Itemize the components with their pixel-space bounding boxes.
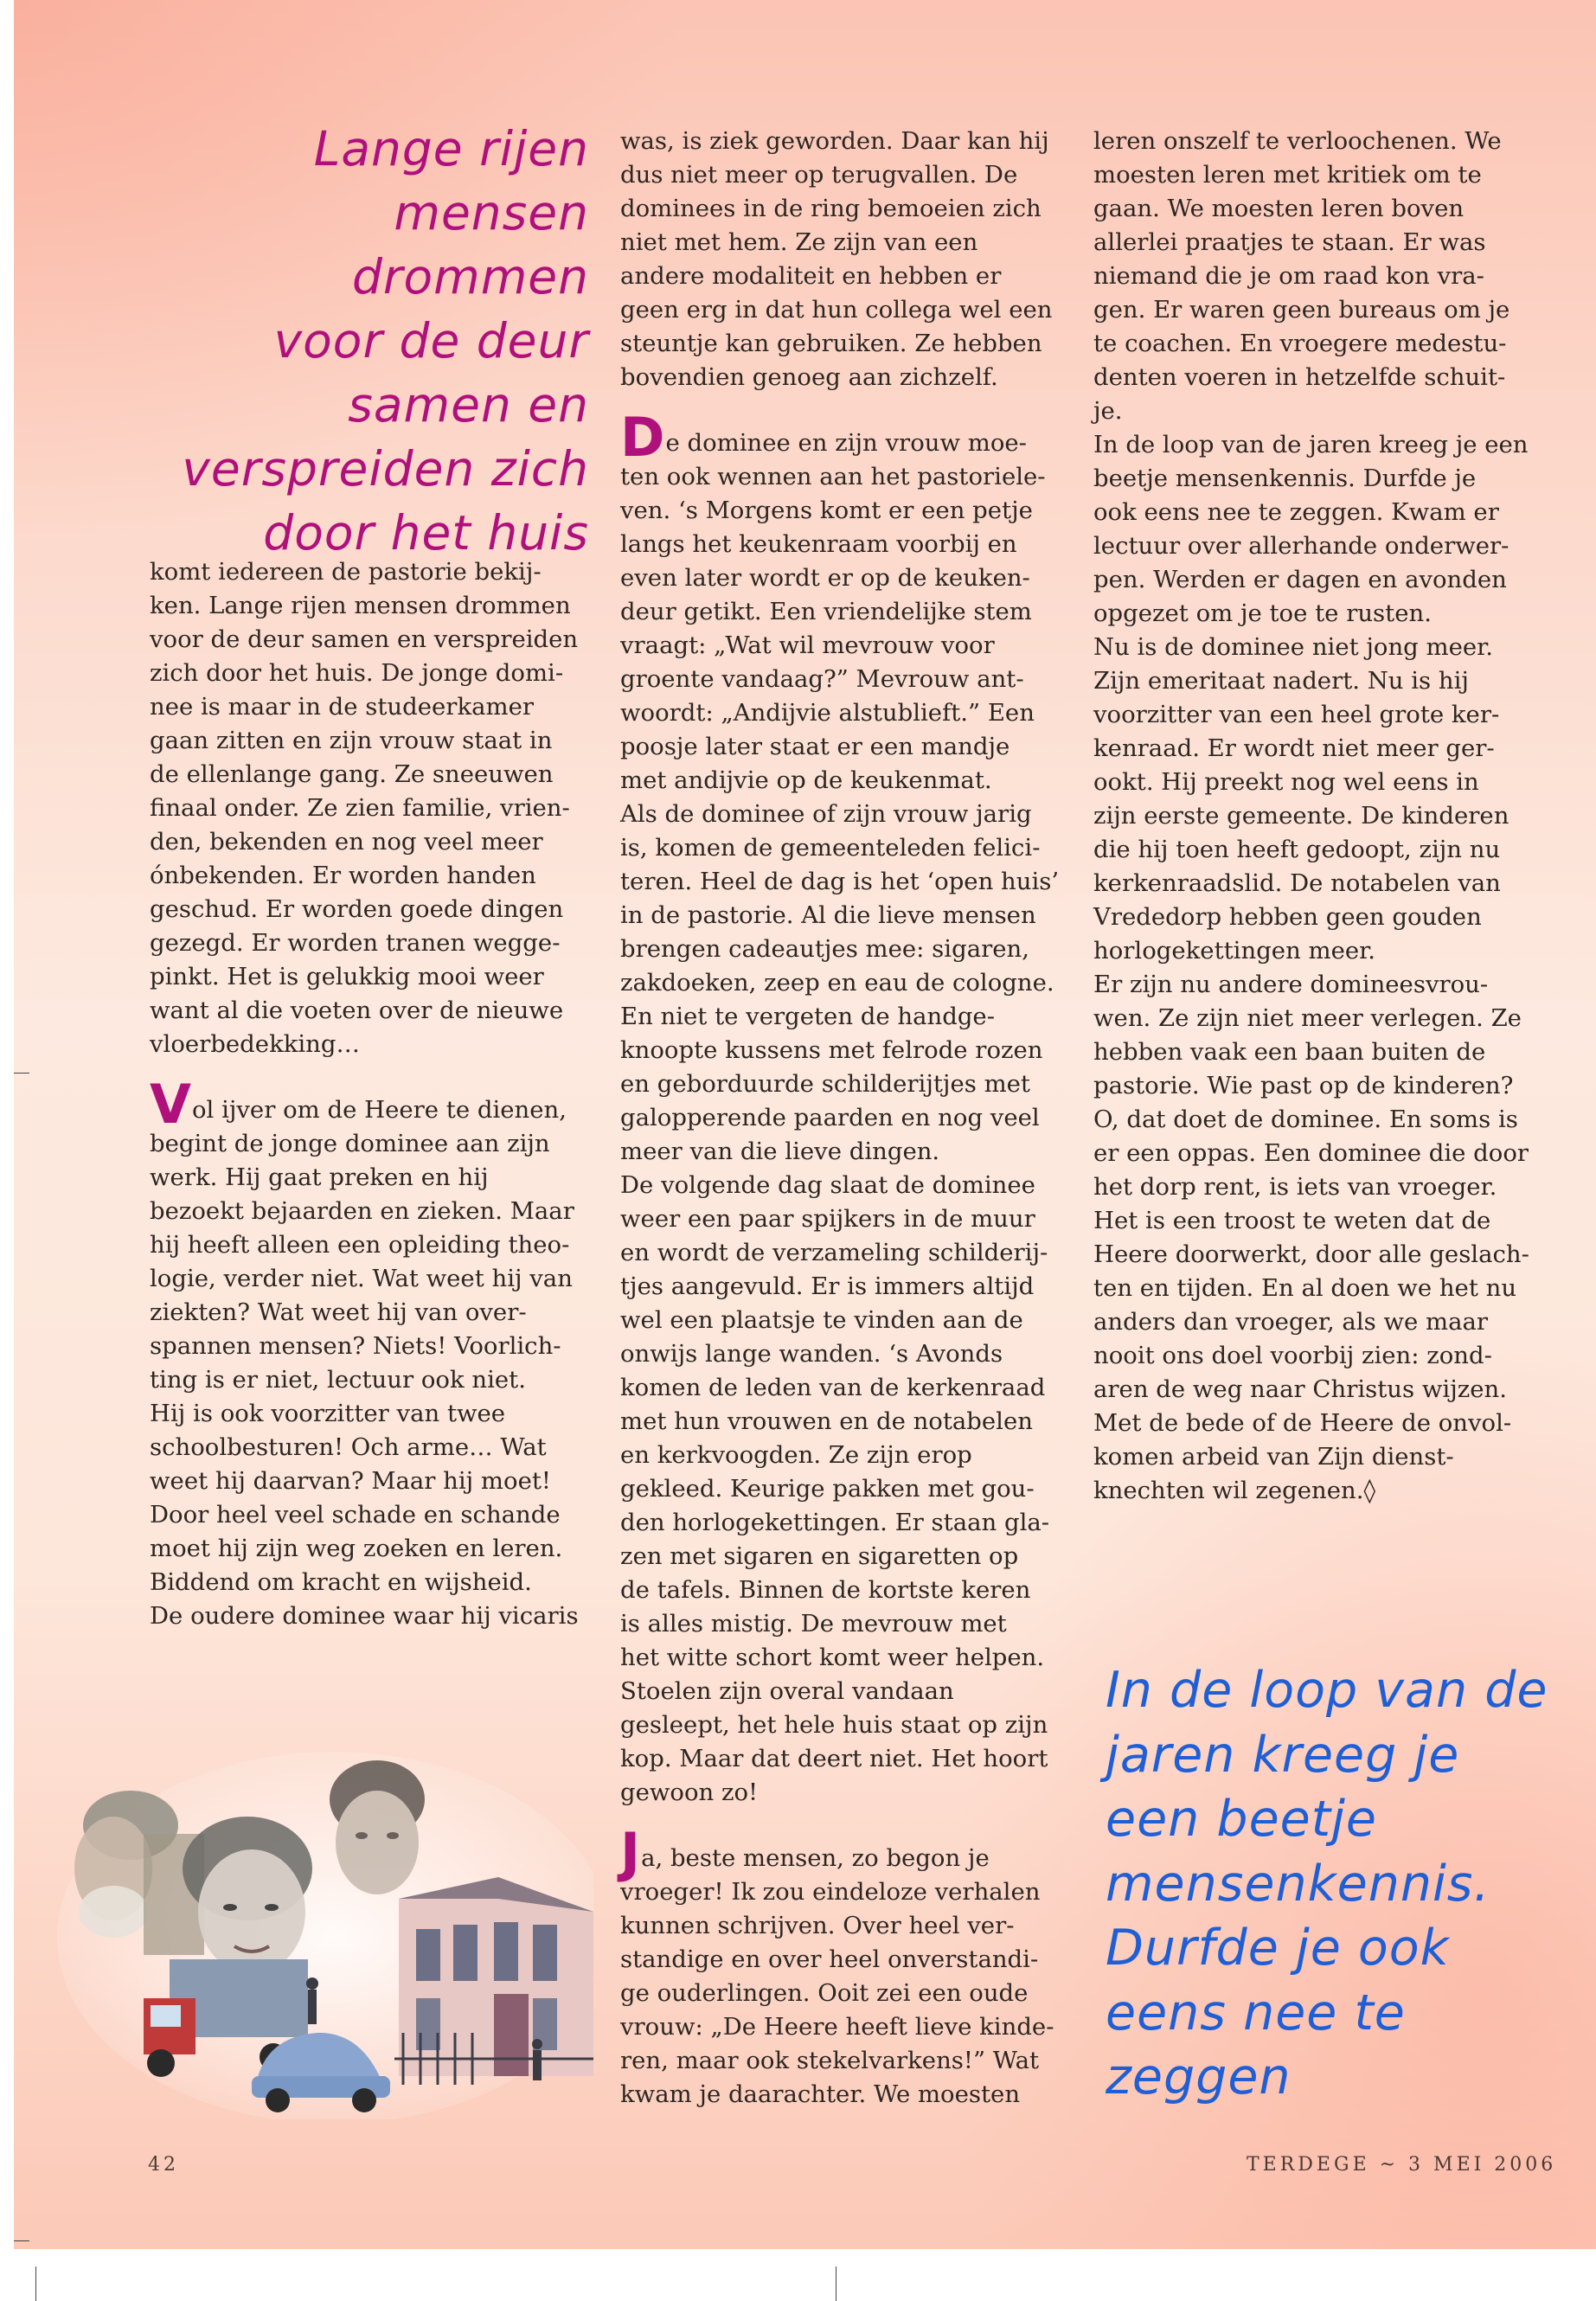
illustration-collage xyxy=(48,1739,593,2119)
pull-quote-line: In de loop van de xyxy=(1106,1662,1548,1719)
text-line: je. xyxy=(1093,397,1123,425)
column-2-paragraph-1 xyxy=(620,125,1070,394)
text-line: en geborduurde schilderijtjes met xyxy=(620,1070,1030,1098)
text-line: die hij toen heeft gedoopt, zijn nu xyxy=(1093,836,1501,863)
pull-quote-line: voor de deur xyxy=(273,313,589,369)
text-line: zijn eerste gemeente. De kinderen xyxy=(1093,802,1509,830)
paragraph-first-line: ol ijver om de Heere te dienen, xyxy=(191,1096,567,1124)
pull-quote-line: door het huis xyxy=(263,505,589,561)
pull-quote-line: jaren kreeg je xyxy=(1106,1726,1460,1784)
text-line: De volgende dag slaat de dominee xyxy=(620,1171,1035,1199)
text-line: zich door het huis. De jonge domi- xyxy=(150,659,564,687)
text-line: den, bekenden en nog veel meer xyxy=(150,828,543,856)
text-line: gesleept, het hele huis staat op zijn xyxy=(620,1711,1048,1739)
text-line: Hij is ook voorzitter van twee xyxy=(150,1400,506,1427)
text-line: komt iedereen de pastorie bekij- xyxy=(150,558,542,586)
pull-quote-line: Lange rijen xyxy=(313,121,589,176)
text-line: met hun vrouwen en de notabelen xyxy=(620,1407,1033,1435)
text-line: ookt. Hij preekt nog wel eens in xyxy=(1093,768,1479,796)
text-line: anders dan vroeger, als we maar xyxy=(1093,1308,1489,1336)
pull-quote-line: samen en xyxy=(348,377,589,433)
text-line: aren de weg naar Christus wijzen. xyxy=(1093,1375,1507,1403)
text-line: andere modaliteit en hebben er xyxy=(620,262,1002,290)
text-line: Als de dominee of zijn vrouw jarig xyxy=(620,800,1032,828)
text-line: O, dat doet de dominee. En soms is xyxy=(1093,1106,1518,1133)
text-line: komen de leden van de kerkenraad xyxy=(620,1374,1046,1401)
drop-cap: D xyxy=(620,406,665,469)
text-line: den horlogekettingen. Er staan gla- xyxy=(620,1509,1050,1536)
text-line: En niet te vergeten de handge- xyxy=(620,1003,995,1030)
text-line: is alles mistig. De mevrouw met xyxy=(620,1610,1007,1638)
text-line: Er zijn nu andere domineesvrou- xyxy=(1093,971,1489,998)
text-line: hij heeft alleen een opleiding theo- xyxy=(150,1231,570,1259)
text-line: vroeger! Ik zou eindeloze verhalen xyxy=(620,1878,1041,1906)
text-line: gaan. We moesten leren boven xyxy=(1093,195,1465,222)
text-line: niet met hem. Ze zijn van een xyxy=(620,228,978,256)
pull-quote-line: mensen drommen xyxy=(351,185,589,304)
text-line: opgezet om je toe te rusten. xyxy=(1093,599,1432,627)
text-line: Heere doorwerkt, door alle geslach- xyxy=(1093,1240,1529,1268)
text-line: gaan zitten en zijn vrouw staat in xyxy=(150,727,553,754)
text-line: finaal onder. Ze zien familie, vrien- xyxy=(150,794,570,822)
crop-mark xyxy=(35,2266,36,2301)
text-line: knoopte kussens met felrode rozen xyxy=(620,1036,1043,1064)
text-line: kunnen schrijven. Over heel ver- xyxy=(620,1912,1015,1939)
paragraph-first-line: e dominee en zijn vrouw moe- xyxy=(665,429,1027,457)
text-line: schoolbesturen! Och arme… Wat xyxy=(150,1433,547,1461)
text-line: het dorp rent, is iets van vroeger. xyxy=(1093,1173,1497,1201)
text-line: In de loop van de jaren kreeg je een xyxy=(1093,431,1529,458)
publication-footer: TERDEGE ~ 3 MEI 2006 xyxy=(1247,2154,1557,2176)
text-line: voor de deur samen en verspreiden xyxy=(150,625,579,653)
text-line: Door heel veel schade en schande xyxy=(150,1501,561,1529)
text-line: gezegd. Er worden tranen wegge- xyxy=(150,929,561,957)
text-line: ten ook wennen aan het pastoriele- xyxy=(620,463,1046,490)
pull-quote-top xyxy=(144,117,589,565)
column-2-paragraph-2 xyxy=(620,406,1070,1810)
magazine-page xyxy=(14,0,1596,2249)
text-line: vloerbedekking… xyxy=(150,1030,361,1058)
text-line: niemand die je om raad kon vra- xyxy=(1093,262,1484,290)
column-3 xyxy=(1093,125,1561,1508)
text-line: het witte schort komt weer helpen. xyxy=(620,1644,1045,1671)
crop-mark xyxy=(14,2240,29,2241)
text-line: dus niet meer op terugvallen. De xyxy=(620,161,1018,189)
text-line: komen arbeid van Zijn dienst- xyxy=(1093,1443,1454,1471)
text-line: galopperende paarden en nog veel xyxy=(620,1104,1040,1131)
text-line: teren. Heel de dag is het ‘open huis’ xyxy=(620,868,1060,895)
text-line: ónbekenden. Er worden handen xyxy=(150,862,536,889)
text-line: gewoon zo! xyxy=(620,1779,759,1806)
text-line: Biddend om kracht en wijsheid. xyxy=(150,1568,532,1596)
text-line: standige en over heel onverstandi- xyxy=(620,1945,1039,1973)
text-line: te coachen. En vroegere medestu- xyxy=(1093,330,1507,357)
text-line: want al die voeten over de nieuwe xyxy=(150,997,564,1024)
text-line: woordt: „Andijvie alstublieft.” Een xyxy=(620,699,1035,727)
text-line: ven. ‘s Morgens komt er een petje xyxy=(620,497,1033,524)
text-line: was, is ziek geworden. Daar kan hij xyxy=(620,127,1049,155)
text-line: geschud. Er worden goede dingen xyxy=(150,895,564,923)
pull-quote-line: Durfde je ook xyxy=(1106,1920,1450,1977)
text-line: deur getikt. Een vriendelijke stem xyxy=(620,598,1032,625)
text-line: nee is maar in de studeerkamer xyxy=(150,693,535,721)
paragraph-lines xyxy=(620,460,1070,1810)
text-line: is, komen de gemeenteleden felici- xyxy=(620,834,1041,862)
text-line: ook eens nee te zeggen. Kwam er xyxy=(1093,498,1499,526)
text-line: langs het keukenraam voorbij en xyxy=(620,530,1017,558)
text-line: moesten leren met kritiek om te xyxy=(1093,161,1482,189)
text-line: allerlei praatjes te staan. Er was xyxy=(1093,228,1486,256)
pull-quote-line: mensenkennis. xyxy=(1106,1855,1490,1913)
text-line: pen. Werden er dagen en avonden xyxy=(1093,566,1507,593)
text-line: Vrededorp hebben geen gouden xyxy=(1093,903,1482,931)
text-line: kenraad. Er wordt niet meer ger- xyxy=(1093,734,1495,762)
text-line: hebben vaak een baan buiten de xyxy=(1093,1038,1486,1066)
text-line: moet hij zijn weg zoeken en leren. xyxy=(150,1535,563,1562)
text-line: vraagt: „Wat wil mevrouw voor xyxy=(620,631,995,659)
text-line: begint de jonge dominee aan zijn xyxy=(150,1130,550,1157)
text-line: logie, verder niet. Wat weet hij van xyxy=(150,1265,573,1292)
text-line: ting is er niet, lectuur ook niet. xyxy=(150,1366,526,1394)
text-line: steuntje kan gebruiken. Ze hebben xyxy=(620,330,1042,357)
text-line: kwam je daarachter. We moesten xyxy=(620,2080,1021,2108)
text-line: beetje mensenkennis. Durfde je xyxy=(1093,465,1477,492)
text-line: ge ouderlingen. Ooit zei een oude xyxy=(620,1979,1029,2007)
text-line: gen. Er waren geen bureaus om je xyxy=(1093,296,1510,324)
text-line: weet hij daarvan? Maar hij moet! xyxy=(150,1467,551,1495)
pull-quote-line: eens nee te xyxy=(1106,1984,1406,2041)
paragraph-lines xyxy=(150,1127,599,1633)
text-line: groente vandaag?” Mevrouw ant- xyxy=(620,665,1024,693)
text-line: vrouw: „De Heere heeft lieve kinde- xyxy=(620,2013,1054,2041)
column-1 xyxy=(150,555,599,1633)
page-number: 42 xyxy=(148,2154,179,2176)
text-line: werk. Hij gaat preken en hij xyxy=(150,1163,489,1191)
text-line: even later wordt er op de keuken- xyxy=(620,564,1030,592)
pull-quote-bottom xyxy=(1106,1658,1590,2110)
text-line: Het is een troost te weten dat de xyxy=(1093,1207,1491,1234)
text-line: zakdoeken, zeep en eau de cologne. xyxy=(620,969,1054,997)
text-line: gekleed. Keurige pakken met gou- xyxy=(620,1475,1035,1503)
text-line: knechten wil zegenen.◊ xyxy=(1093,1477,1376,1504)
column-2 xyxy=(620,125,1070,2112)
text-line: onwijs lange wanden. ‘s Avonds xyxy=(620,1340,1003,1368)
text-line: bezoekt bejaarden en zieken. Maar xyxy=(150,1197,574,1225)
text-line: De oudere dominee waar hij vicaris xyxy=(150,1602,579,1630)
text-line: leren onszelf te verloochenen. We xyxy=(1093,127,1502,155)
text-line: wen. Ze zijn niet meer verlegen. Ze xyxy=(1093,1004,1522,1032)
text-line: wel een plaatsje te vinden aan de xyxy=(620,1306,1023,1334)
parsonage-building xyxy=(394,1877,593,2085)
text-line: dominees in de ring bemoeien zich xyxy=(620,195,1042,222)
text-line: ten en tijden. En al doen we het nu xyxy=(1093,1274,1517,1302)
text-line: brengen cadeautjes mee: sigaren, xyxy=(620,935,1029,963)
pull-quote-line: een beetje xyxy=(1106,1791,1377,1848)
drop-cap: V xyxy=(150,1073,191,1136)
crop-mark xyxy=(14,1073,29,1074)
text-line: zen met sigaren en sigaretten op xyxy=(620,1542,1019,1570)
drop-cap: J xyxy=(620,1821,641,1884)
text-line: spannen mensen? Niets! Voorlich- xyxy=(150,1332,561,1360)
text-line: ziekten? Wat weet hij van over- xyxy=(150,1298,527,1326)
text-line: horlogekettingen meer. xyxy=(1093,937,1376,965)
paragraph-lines xyxy=(620,1875,1070,2112)
text-line: kerkenraadslid. De notabelen van xyxy=(1093,869,1501,897)
text-line: Met de bede of de Heere de onvol- xyxy=(1093,1409,1512,1437)
paragraph-first-line: a, beste mensen, zo begon je xyxy=(641,1844,990,1872)
pull-quote-line: zeggen xyxy=(1106,2048,1292,2106)
text-line: meer van die lieve dingen. xyxy=(620,1138,940,1165)
text-line: voorzitter van een heel grote ker- xyxy=(1093,701,1500,728)
text-line: Stoelen zijn overal vandaan xyxy=(620,1677,954,1705)
column-2-paragraph-3 xyxy=(620,1821,1070,2112)
column-3-paragraph-1 xyxy=(1093,125,1561,1508)
text-line: nooit ons doel voorbij zien: zond- xyxy=(1093,1342,1492,1369)
text-line: Nu is de dominee niet jong meer. xyxy=(1093,633,1494,661)
text-line: ken. Lange rijen mensen drommen xyxy=(150,592,571,619)
text-line: in de pastorie. Al die lieve mensen xyxy=(620,901,1036,929)
text-line: de ellenlange gang. Ze sneeuwen xyxy=(150,760,554,788)
text-line: en kerkvoogden. Ze zijn erop xyxy=(620,1441,972,1469)
text-line: ren, maar ook stekelvarkens!” Wat xyxy=(620,2047,1040,2074)
text-line: pinkt. Het is gelukkig mooi weer xyxy=(150,963,544,990)
text-line: bovendien genoeg aan zichzelf. xyxy=(620,363,998,391)
pull-quote-line: verspreiden zich xyxy=(182,441,589,497)
text-line: met andijvie op de keukenmat. xyxy=(620,766,992,794)
text-line: tjes aangevuld. Er is immers altijd xyxy=(620,1272,1035,1300)
text-line: er een oppas. Een dominee die door xyxy=(1093,1139,1529,1167)
text-line: poosje later staat er een mandje xyxy=(620,733,1010,760)
text-line: geen erg in dat hun collega wel een xyxy=(620,296,1053,324)
text-line: weer een paar spijkers in de muur xyxy=(620,1205,1035,1233)
column-1-paragraph-2 xyxy=(150,1073,599,1633)
column-1-paragraph-1 xyxy=(150,555,599,1061)
text-line: Zijn emeritaat nadert. Nu is hij xyxy=(1093,667,1469,695)
text-line: pastorie. Wie past op de kinderen? xyxy=(1093,1072,1514,1099)
text-line: en wordt de verzameling schilderij- xyxy=(620,1239,1048,1266)
text-line: denten voeren in hetzelfde schuit- xyxy=(1093,363,1506,391)
text-line: kop. Maar dat deert niet. Het hoort xyxy=(620,1745,1048,1772)
text-line: de tafels. Binnen de kortste keren xyxy=(620,1576,1031,1604)
text-line: lectuur over allerhande onderwer- xyxy=(1093,532,1509,560)
